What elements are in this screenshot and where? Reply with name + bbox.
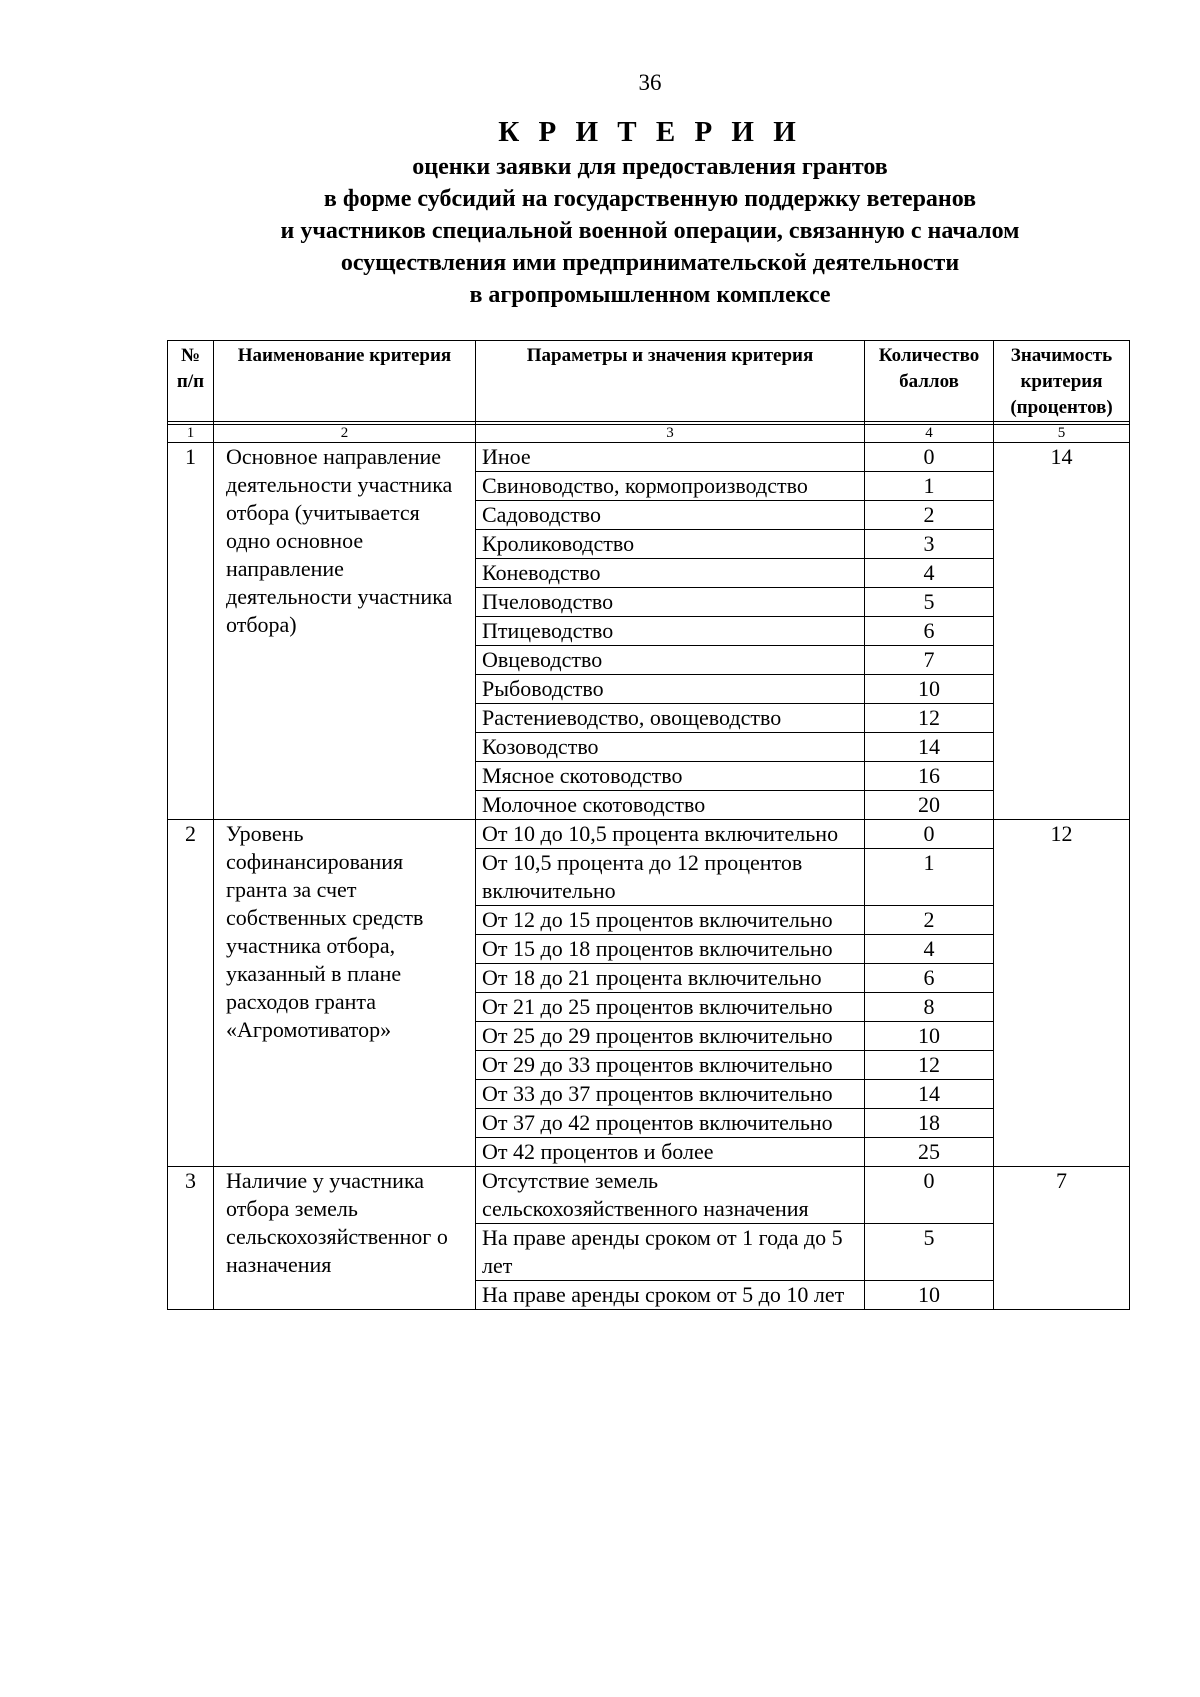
- criterion-number: 2: [168, 820, 214, 1167]
- document-title: К Р И Т Е Р И И: [498, 116, 802, 148]
- criterion-name: Наличие у участника отбора земель сельскохозяйственног о назначения: [214, 1167, 476, 1310]
- subtitle-line: в агропромышленном комплексе: [469, 282, 831, 308]
- criterion-parameter: Свиноводство, кормопроизводство: [476, 472, 865, 501]
- table-header-row: [168, 341, 1130, 422]
- criterion-parameter: Пчеловодство: [476, 588, 865, 617]
- criterion-points: 10: [865, 1281, 994, 1310]
- column-number: 3: [476, 425, 865, 443]
- criterion-parameter: Иное: [476, 443, 865, 472]
- criterion-parameter: От 10,5 процента до 12 процентов включительно: [476, 849, 865, 906]
- criterion-parameter: Садоводство: [476, 501, 865, 530]
- criterion-number: 3: [168, 1167, 214, 1310]
- criterion-parameter: От 15 до 18 процентов включительно: [476, 935, 865, 964]
- column-number: 5: [994, 425, 1130, 443]
- criterion-points: 0: [865, 443, 994, 472]
- header-name: Наименование критерия: [214, 341, 476, 422]
- header-points: Количество баллов: [865, 341, 994, 422]
- criterion-points: 18: [865, 1109, 994, 1138]
- subtitle-line: осуществления ими предпринимательской деятельности: [340, 250, 960, 276]
- criterion-weight: 12: [994, 820, 1130, 1167]
- criterion-parameter: Растениеводство, овощеводство: [476, 704, 865, 733]
- criterion-points: 1: [865, 472, 994, 501]
- criterion-name: Уровень софинансирования гранта за счет собственных средств участника отбора, указанный в плане расходов гранта «Агромотиватор»: [214, 820, 476, 1167]
- criterion-points: 1: [865, 849, 994, 906]
- criterion-points: 16: [865, 762, 994, 791]
- criterion-points: 3: [865, 530, 994, 559]
- page-number: 36: [638, 70, 662, 95]
- criterion-points: 4: [865, 559, 994, 588]
- criterion-parameter: Мясное скотоводство: [476, 762, 865, 791]
- criterion-parameter: От 29 до 33 процентов включительно: [476, 1051, 865, 1080]
- document-subtitle: [0, 151, 1200, 311]
- criterion-parameter: От 12 до 15 процентов включительно: [476, 906, 865, 935]
- criterion-points: 12: [865, 704, 994, 733]
- criterion-weight: 14: [994, 443, 1130, 820]
- criterion-parameter: От 25 до 29 процентов включительно: [476, 1022, 865, 1051]
- subtitle-line: в форме субсидий на государственную поддержку ветеранов: [323, 186, 977, 212]
- criterion-points: 5: [865, 1224, 994, 1281]
- criterion-points: 6: [865, 964, 994, 993]
- column-number: 4: [865, 425, 994, 443]
- criterion-parameter: На праве аренды сроком от 5 до 10 лет: [476, 1281, 865, 1310]
- criterion-points: 0: [865, 820, 994, 849]
- criterion-points: 8: [865, 993, 994, 1022]
- criterion-number: 1: [168, 443, 214, 820]
- criterion-points: 20: [865, 791, 994, 820]
- column-number: 1: [168, 425, 214, 443]
- table-row: [168, 820, 1130, 849]
- criterion-parameter: От 33 до 37 процентов включительно: [476, 1080, 865, 1109]
- criterion-parameter: Рыбоводство: [476, 675, 865, 704]
- criterion-parameter: Козоводство: [476, 733, 865, 762]
- subtitle-line: оценки заявки для предоставления грантов: [412, 154, 888, 180]
- criterion-points: 2: [865, 501, 994, 530]
- criterion-points: 10: [865, 675, 994, 704]
- header-params: Параметры и значения критерия: [476, 341, 865, 422]
- criterion-parameter: От 21 до 25 процентов включительно: [476, 993, 865, 1022]
- criterion-points: 14: [865, 733, 994, 762]
- column-number-row: [168, 425, 1130, 443]
- criterion-points: 2: [865, 906, 994, 935]
- criterion-name: Основное направление деятельности участника отбора (учитывается одно основное направление деятельности участника отбора): [214, 443, 476, 820]
- criterion-points: 4: [865, 935, 994, 964]
- criterion-parameter: От 18 до 21 процента включительно: [476, 964, 865, 993]
- criterion-points: 12: [865, 1051, 994, 1080]
- criterion-parameter: Птицеводство: [476, 617, 865, 646]
- criteria-table: [167, 340, 1130, 1310]
- criterion-points: 10: [865, 1022, 994, 1051]
- criterion-parameter: Отсутствие земель сельскохозяйственного назначения: [476, 1167, 865, 1224]
- table-row: [168, 443, 1130, 472]
- criterion-parameter: От 37 до 42 процентов включительно: [476, 1109, 865, 1138]
- criterion-parameter: Кролиководство: [476, 530, 865, 559]
- criterion-points: 7: [865, 646, 994, 675]
- criterion-points: 14: [865, 1080, 994, 1109]
- criterion-points: 25: [865, 1138, 994, 1167]
- criterion-parameter: На праве аренды сроком от 1 года до 5 лет: [476, 1224, 865, 1281]
- header-weight: Значимость критерия (процентов): [994, 341, 1130, 422]
- subtitle-line: и участников специальной военной операции, связанную с началом: [280, 218, 1020, 244]
- header-num: № п/п: [168, 341, 214, 422]
- criterion-points: 5: [865, 588, 994, 617]
- criterion-parameter: От 42 процентов и более: [476, 1138, 865, 1167]
- criterion-points: 6: [865, 617, 994, 646]
- criterion-parameter: Коневодство: [476, 559, 865, 588]
- criterion-parameter: Овцеводство: [476, 646, 865, 675]
- criterion-weight: 7: [994, 1167, 1130, 1310]
- criterion-points: 0: [865, 1167, 994, 1224]
- criterion-parameter: Молочное скотоводство: [476, 791, 865, 820]
- criterion-parameter: От 10 до 10,5 процента включительно: [476, 820, 865, 849]
- table-row: [168, 1167, 1130, 1224]
- column-number: 2: [214, 425, 476, 443]
